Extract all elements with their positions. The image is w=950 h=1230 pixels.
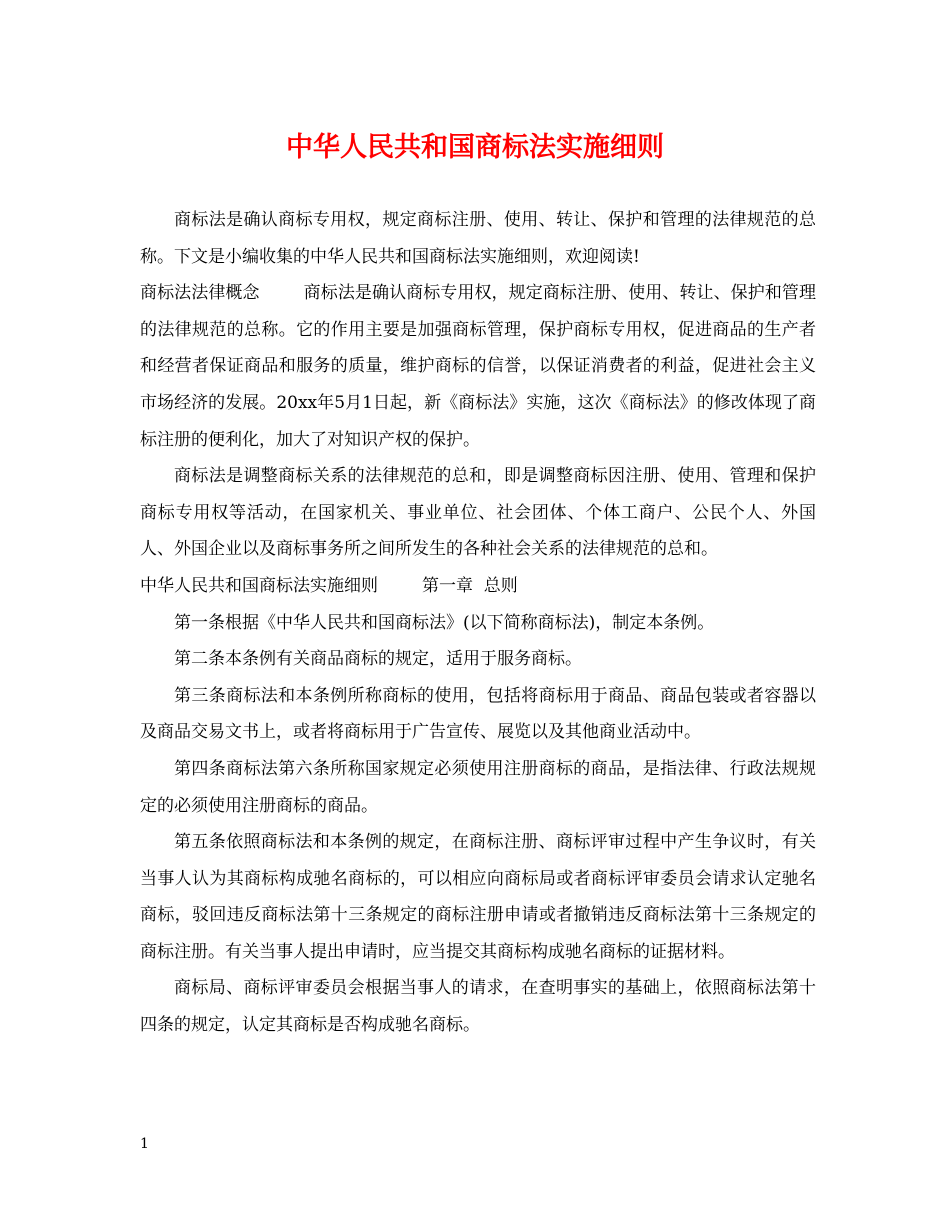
- concept-paragraph: [140, 275, 816, 458]
- page-number: 1: [140, 1136, 149, 1152]
- article-2: 第二条本条例有关商品商标的规定，适用于服务商标。: [174, 649, 582, 670]
- article-3: 第三条商标法和本条例所称商标的使用，包括将商标用于商品、商品包装或者容器以及商品交易文书上，或者将商标用于广告宣传、展览以及其他商业活动中。: [140, 685, 816, 743]
- rules-heading: 中华人民共和国商标法实施细则: [140, 575, 378, 596]
- article-5: 第五条依照商标法和本条例的规定，在商标注册、商标评审过程中产生争议时，有关当事人认为其商标构成驰名商标的，可以相应向商标局或者商标评审委员会请求认定驰名商标，驳回违反商标法第十三条规定的商标注册申请或者撤销违反商标法第十三条规定的商标注册。有关当事人提出申请时，应当提交其商标构成驰名商标的证据材料。: [140, 832, 816, 962]
- concept-heading: 商标法法律概念: [140, 283, 260, 304]
- article-1: 第一条根据《中华人民共和国商标法》(以下简称商标法)，制定本条例。: [174, 612, 715, 633]
- concept-text: 商标法是确认商标专用权，规定商标注册、使用、转让、保护和管理的法律规范的总称。它的作用主要是加强商标管理，保护商标专用权，促进商品的生产者和经营者保证商品和服务的质量，维护商标的信誉，以保证消费者的利益，促进社会主义市场经济的发展。20xx年5月1日起，新《商标法》实施，这次《商标法》的修改体现了商标注册的便利化，加大了对知识产权的保护。: [140, 283, 817, 450]
- document-title: 中华人民共和国商标法实施细则: [286, 132, 664, 163]
- article-4: 第四条商标法第六条所称国家规定必须使用注册商标的商品，是指法律、行政法规规定的必须使用注册商标的商品。: [140, 758, 816, 816]
- chapter-heading: 第一章 总则: [422, 575, 518, 596]
- article-5-continued: 商标局、商标评审委员会根据当事人的请求，在查明事实的基础上，依照商标法第十四条的规定，认定其商标是否构成驰名商标。: [140, 978, 816, 1036]
- intro-paragraph: 商标法是确认商标专用权，规定商标注册、使用、转让、保护和管理的法律规范的总称。下文是小编收集的中华人民共和国商标法实施细则，欢迎阅读!: [140, 210, 816, 267]
- rules-heading-line: [140, 568, 816, 605]
- relations-paragraph: 商标法是调整商标关系的法律规范的总和，即是调整商标因注册、使用、管理和保护商标专用权等活动，在国家机关、事业单位、社会团体、个体工商户、公民个人、外国人、外国企业以及商标事务所之间所发生的各种社会关系的法律规范的总和。: [140, 466, 816, 560]
- document-body: [140, 202, 816, 1044]
